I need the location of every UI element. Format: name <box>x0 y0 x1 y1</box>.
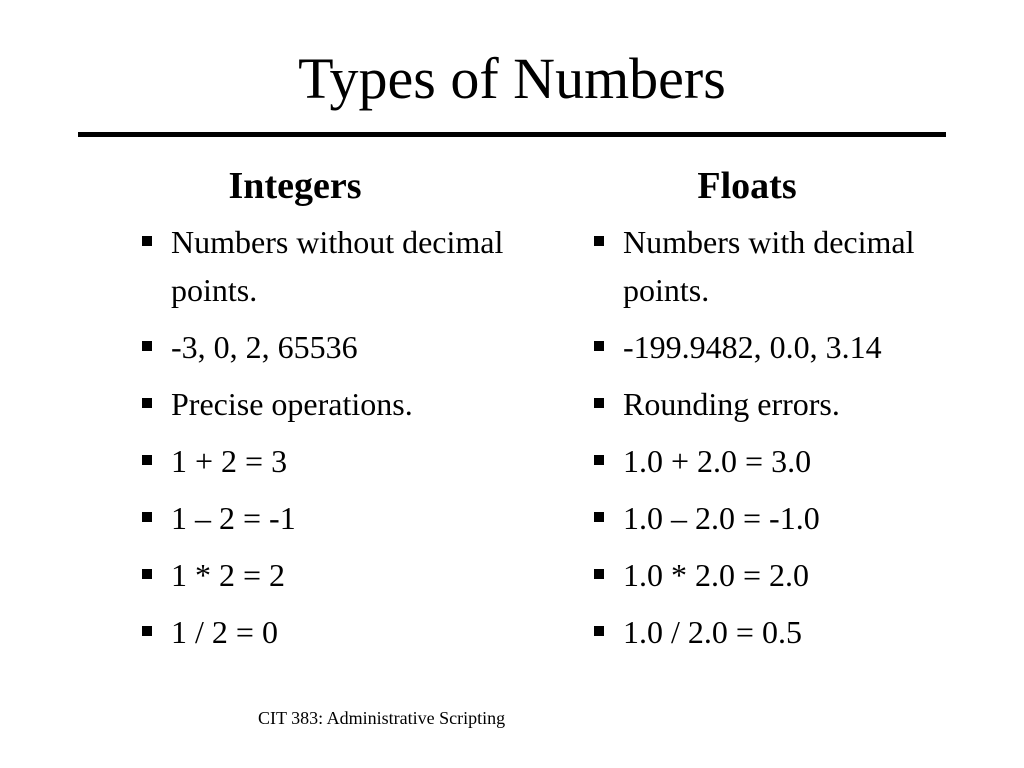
list-item-text: 1.0 * 2.0 = 2.0 <box>623 557 810 593</box>
slide-title: Types of Numbers <box>298 46 726 111</box>
floats-list <box>592 218 992 656</box>
list-item-text: Numbers with decimal points. <box>623 224 915 308</box>
list-item-text: Rounding errors. <box>623 386 840 422</box>
square-bullet-icon <box>142 512 152 522</box>
list-item <box>140 608 510 656</box>
list-item <box>140 437 510 485</box>
list-item-text: Precise operations. <box>171 386 413 422</box>
square-bullet-icon <box>594 341 604 351</box>
list-item-text: 1 * 2 = 2 <box>171 557 286 593</box>
floats-column <box>592 160 992 665</box>
integers-heading: Integers <box>228 165 362 207</box>
floats-heading: Floats <box>697 165 797 207</box>
square-bullet-icon <box>594 398 604 408</box>
list-item <box>592 323 992 371</box>
integers-list <box>140 218 510 656</box>
list-item-text: -3, 0, 2, 65536 <box>171 329 358 365</box>
list-item <box>592 551 992 599</box>
square-bullet-icon <box>594 626 604 636</box>
list-item-text: 1.0 + 2.0 = 3.0 <box>623 443 812 479</box>
list-item <box>592 218 992 314</box>
slide-footer: CIT 383: Administrative Scripting <box>258 708 506 728</box>
square-bullet-icon <box>594 569 604 579</box>
square-bullet-icon <box>142 626 152 636</box>
square-bullet-icon <box>594 455 604 465</box>
square-bullet-icon <box>594 512 604 522</box>
square-bullet-icon <box>594 236 604 246</box>
square-bullet-icon <box>142 455 152 465</box>
title-divider <box>78 132 946 137</box>
list-item <box>140 323 510 371</box>
list-item <box>140 380 510 428</box>
list-item <box>140 494 510 542</box>
list-item-text: 1 – 2 = -1 <box>171 500 296 536</box>
list-item <box>140 551 510 599</box>
list-item-text: 1.0 – 2.0 = -1.0 <box>623 500 820 536</box>
list-item <box>592 494 992 542</box>
list-item-text: 1.0 / 2.0 = 0.5 <box>623 614 802 650</box>
square-bullet-icon <box>142 341 152 351</box>
square-bullet-icon <box>142 569 152 579</box>
list-item-text: -199.9482, 0.0, 3.14 <box>623 329 882 365</box>
list-item <box>592 608 992 656</box>
list-item <box>140 218 510 314</box>
list-item-text: 1 + 2 = 3 <box>171 443 288 479</box>
list-item-text: Numbers without decimal points. <box>171 224 504 308</box>
list-item-text: 1 / 2 = 0 <box>171 614 278 650</box>
integers-column <box>140 160 510 665</box>
list-item <box>592 437 992 485</box>
list-item <box>592 380 992 428</box>
square-bullet-icon <box>142 398 152 408</box>
square-bullet-icon <box>142 236 152 246</box>
